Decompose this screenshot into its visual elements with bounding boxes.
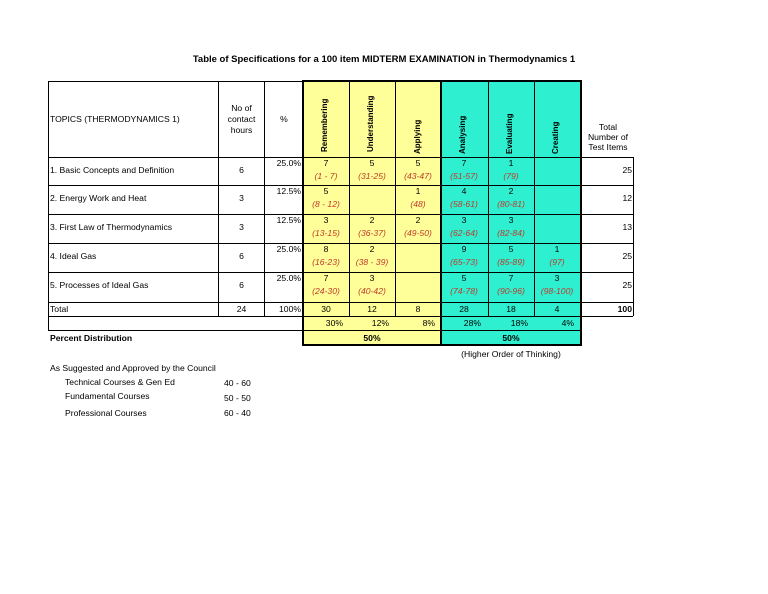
item-range: (79) <box>503 171 519 181</box>
item-count: 7 <box>461 158 467 168</box>
council-item-label: Professional Courses <box>65 408 147 418</box>
item-range: (43-47) <box>404 171 432 181</box>
item-range: (31-25) <box>358 171 386 181</box>
item-count: 5 <box>369 158 375 168</box>
total-level-count: 28 <box>459 304 469 314</box>
topic-label: 1. Basic Concepts and Definition <box>50 165 175 175</box>
item-range: (1 - 7) <box>314 171 338 181</box>
item-count: 4 <box>461 186 467 196</box>
item-count: 2 <box>415 215 421 225</box>
topic-percent: 12.5% <box>276 186 301 196</box>
level-percent: 30% <box>325 318 343 328</box>
total-percent: 100% <box>279 304 301 314</box>
total-level-count: 12 <box>367 304 377 314</box>
item-count: 2 <box>369 244 375 254</box>
row-total: 12 <box>622 193 632 203</box>
item-count: 2 <box>369 215 375 225</box>
contact-hours: 3 <box>239 222 244 232</box>
item-range: (74-78) <box>450 286 478 296</box>
topic-label: 4. Ideal Gas <box>50 251 97 261</box>
topic-label: 2. Energy Work and Heat <box>50 193 147 203</box>
level-percent: 28% <box>463 318 481 328</box>
total-level-count: 4 <box>554 304 560 314</box>
item-count: 1 <box>415 186 421 196</box>
total-hours: 24 <box>236 304 247 314</box>
percent-header: % <box>280 114 288 124</box>
level-header-remembering: Remembering <box>320 98 329 152</box>
item-count: 3 <box>554 273 560 283</box>
item-count: 9 <box>461 244 467 254</box>
council-item-value: 60 - 40 <box>224 408 251 418</box>
row-total: 25 <box>622 251 632 261</box>
contact-hours: 3 <box>239 193 244 203</box>
level-header-understanding: Understanding <box>366 95 375 152</box>
level-percent: 8% <box>422 318 435 328</box>
council-item-value: 50 - 50 <box>224 393 251 403</box>
item-count: 5 <box>461 273 467 283</box>
total-label: Total <box>50 304 69 314</box>
council-item-label: Technical Courses & Gen Ed <box>65 377 175 387</box>
contact-hours: 6 <box>239 165 244 175</box>
level-percent: 12% <box>371 318 389 328</box>
topic-percent: 25.0% <box>276 273 301 283</box>
item-count: 7 <box>323 273 329 283</box>
level-percent: 18% <box>510 318 528 328</box>
item-count: 1 <box>508 158 514 168</box>
item-count: 3 <box>508 215 514 225</box>
item-count: 7 <box>323 158 329 168</box>
item-count: 3 <box>369 273 375 283</box>
item-count: 5 <box>415 158 421 168</box>
contact-hours: 6 <box>239 280 244 290</box>
item-range: (82-84) <box>497 228 525 238</box>
level-header-evaluating: Evaluating <box>505 113 514 154</box>
item-range: (40-42) <box>358 286 386 296</box>
item-range: (85-89) <box>497 257 525 267</box>
row-total: 25 <box>622 165 632 175</box>
topic-label: 3. First Law of Thermodynamics <box>50 222 173 232</box>
total-level-count: 30 <box>321 304 331 314</box>
council-item-label: Fundamental Courses <box>65 391 150 401</box>
item-range: (51-57) <box>450 171 478 181</box>
item-count: 8 <box>323 244 329 254</box>
total-level-count: 8 <box>415 304 421 314</box>
item-count: 1 <box>554 244 560 254</box>
item-range: (80-81) <box>497 199 525 209</box>
item-range: (97) <box>549 257 565 267</box>
percent-distribution-label: Percent Distribution <box>50 333 133 343</box>
higher-order-note: (Higher Order of Thinking) <box>461 349 561 359</box>
item-range: (13-15) <box>312 228 340 238</box>
item-range: (16-23) <box>312 257 340 267</box>
row-total: 13 <box>622 222 632 232</box>
item-range: (8 - 12) <box>312 199 340 209</box>
item-range: (24-30) <box>312 286 340 296</box>
item-count: 5 <box>323 186 329 196</box>
topic-percent: 12.5% <box>276 215 301 225</box>
topic-percent: 25.0% <box>276 244 301 254</box>
item-range: (98-100) <box>540 286 574 296</box>
grand-total: 100 <box>617 304 632 314</box>
topics-header: TOPICS (THERMODYNAMICS 1) <box>50 114 180 124</box>
item-range: (48) <box>410 199 426 209</box>
item-range: (58-61) <box>450 199 478 209</box>
item-count: 7 <box>508 273 514 283</box>
item-range: (36-37) <box>358 228 386 238</box>
item-range: (49-50) <box>404 228 432 238</box>
level-header-analysing: Analysing <box>458 115 467 154</box>
lower-order-percent: 50% <box>363 333 381 343</box>
total-level-count: 18 <box>506 304 516 314</box>
topic-label: 5. Processes of Ideal Gas <box>50 280 149 290</box>
page-title: Table of Specifications for a 100 item MIDTERM EXAMINATION in Thermodynamics 1 <box>192 54 576 65</box>
topic-percent: 25.0% <box>276 158 301 168</box>
hours-header: No of contact hours <box>227 103 256 135</box>
item-range: (90-96) <box>497 286 525 296</box>
level-percent: 4% <box>561 318 574 328</box>
level-header-creating: Creating <box>551 121 560 154</box>
row-total: 25 <box>622 280 632 290</box>
level-header-applying: Applying <box>413 119 422 154</box>
total-items-header: Total Number of Test Items <box>587 122 629 152</box>
item-count: 2 <box>508 186 514 196</box>
item-range: (65-73) <box>450 257 478 267</box>
item-range: (62-64) <box>450 228 478 238</box>
item-range: (38 - 39) <box>355 257 389 267</box>
council-heading: As Suggested and Approved by the Council <box>50 363 216 373</box>
higher-order-percent: 50% <box>502 333 520 343</box>
item-count: 5 <box>508 244 514 254</box>
item-count: 3 <box>461 215 467 225</box>
item-count: 3 <box>323 215 329 225</box>
contact-hours: 6 <box>239 251 244 261</box>
council-item-value: 40 - 60 <box>224 378 251 388</box>
